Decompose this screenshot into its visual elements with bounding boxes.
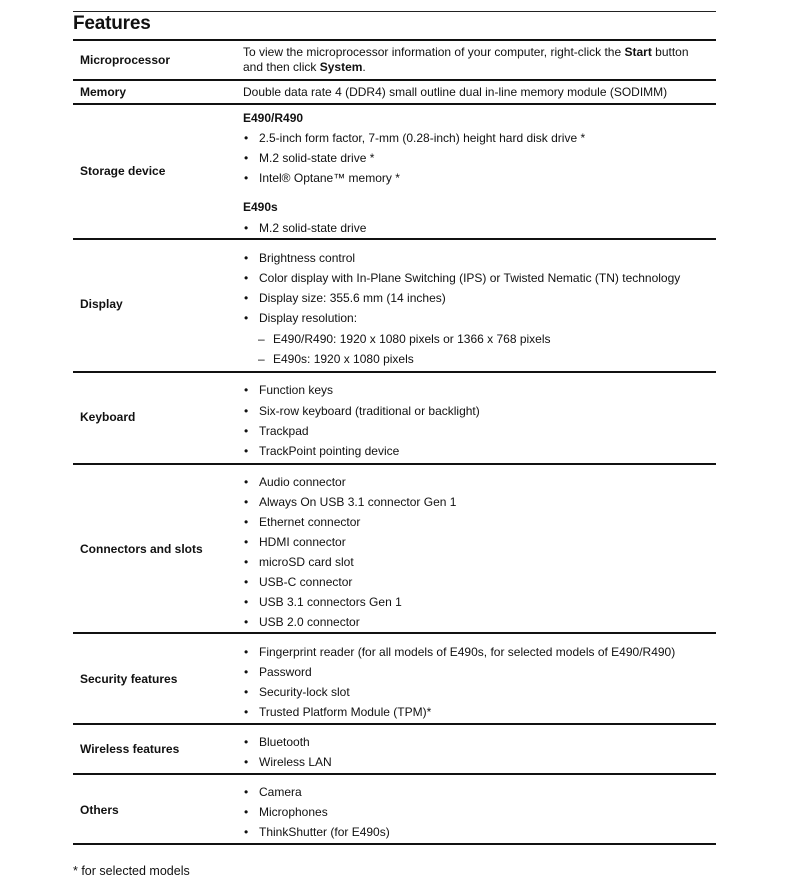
subheading: E490s bbox=[243, 200, 278, 214]
list-item: • HDMI connector bbox=[243, 535, 346, 549]
row-label: Others bbox=[80, 803, 119, 817]
list-item: • Display size: 355.6 mm (14 inches) bbox=[243, 291, 446, 305]
row-storage-device bbox=[73, 103, 716, 238]
page-title: Features bbox=[73, 13, 151, 34]
list-item: • Color display with In-Plane Switching (IPS) or Twisted Nematic (TN) technology bbox=[243, 271, 680, 285]
row-label: Keyboard bbox=[80, 410, 136, 424]
text: To view the microprocessor information of your computer, right-click the bbox=[243, 45, 625, 59]
list-item: • Security-lock slot bbox=[243, 685, 350, 699]
text: . bbox=[362, 60, 366, 74]
row-label: Storage device bbox=[80, 164, 166, 178]
list-item: • USB 3.1 connectors Gen 1 bbox=[243, 595, 402, 609]
list-item: • M.2 solid-state drive * bbox=[243, 151, 374, 165]
row-display bbox=[73, 238, 716, 371]
row-microprocessor bbox=[73, 39, 716, 79]
subheading: E490/R490 bbox=[243, 111, 304, 125]
row-keyboard bbox=[73, 371, 716, 463]
row-wireless-features bbox=[73, 723, 716, 773]
text-line bbox=[243, 45, 689, 59]
list-item: • Wireless LAN bbox=[243, 755, 332, 769]
list-item: • Password bbox=[243, 665, 312, 679]
list-item: • Intel® Optane™ memory * bbox=[243, 171, 400, 185]
list-item: • Microphones bbox=[243, 805, 328, 819]
list-item: • M.2 solid-state drive bbox=[243, 221, 366, 235]
row-security-features bbox=[73, 632, 716, 723]
list-item: • ThinkShutter (for E490s) bbox=[243, 825, 390, 839]
list-item: • Function keys bbox=[243, 383, 333, 397]
list-item: • USB-C connector bbox=[243, 575, 352, 589]
text-line bbox=[243, 60, 366, 74]
row-label: Wireless features bbox=[80, 742, 180, 756]
list-item: • Display resolution: bbox=[243, 311, 357, 325]
list-item: • Trusted Platform Module (TPM)* bbox=[243, 705, 431, 719]
text-line: Double data rate 4 (DDR4) small outline dual in-line memory module (SODIMM) bbox=[243, 85, 668, 99]
list-item: • Camera bbox=[243, 785, 302, 799]
list-item: • Six-row keyboard (traditional or backlight) bbox=[243, 404, 480, 418]
footnote: * for selected models bbox=[73, 864, 190, 878]
row-others bbox=[73, 773, 716, 845]
row-label: Display bbox=[80, 297, 123, 311]
row-memory bbox=[73, 79, 716, 103]
row-label: Microprocessor bbox=[80, 53, 171, 67]
list-item: • Ethernet connector bbox=[243, 515, 360, 529]
list-item: • TrackPoint pointing device bbox=[243, 444, 399, 458]
row-label: Memory bbox=[80, 85, 127, 99]
list-item: • Audio connector bbox=[243, 475, 346, 489]
row-label: Security features bbox=[80, 672, 178, 686]
text: button bbox=[651, 45, 689, 59]
list-item: • Fingerprint reader (for all models of E490s, for selected models of E490/R490) bbox=[243, 645, 675, 659]
list-item: • Brightness control bbox=[243, 251, 355, 265]
list-item: • Bluetooth bbox=[243, 735, 310, 749]
sub-list-item: – E490/R490: 1920 x 1080 pixels or 1366 x 768 pixels bbox=[243, 332, 551, 346]
list-item: • 2.5-inch form factor, 7-mm (0.28-inch) height hard disk drive * bbox=[243, 131, 585, 145]
row-connectors-and-slots bbox=[73, 463, 716, 632]
bold-text: Start bbox=[624, 45, 652, 59]
list-item: • USB 2.0 connector bbox=[243, 615, 360, 629]
sub-list-item: – E490s: 1920 x 1080 pixels bbox=[243, 352, 414, 366]
list-item: • Always On USB 3.1 connector Gen 1 bbox=[243, 495, 456, 509]
text: and then click bbox=[243, 60, 320, 74]
row-label: Connectors and slots bbox=[80, 542, 203, 556]
top-rule bbox=[73, 11, 716, 12]
list-item: • microSD card slot bbox=[243, 555, 354, 569]
list-item: • Trackpad bbox=[243, 424, 309, 438]
bold-text: System bbox=[319, 60, 363, 74]
